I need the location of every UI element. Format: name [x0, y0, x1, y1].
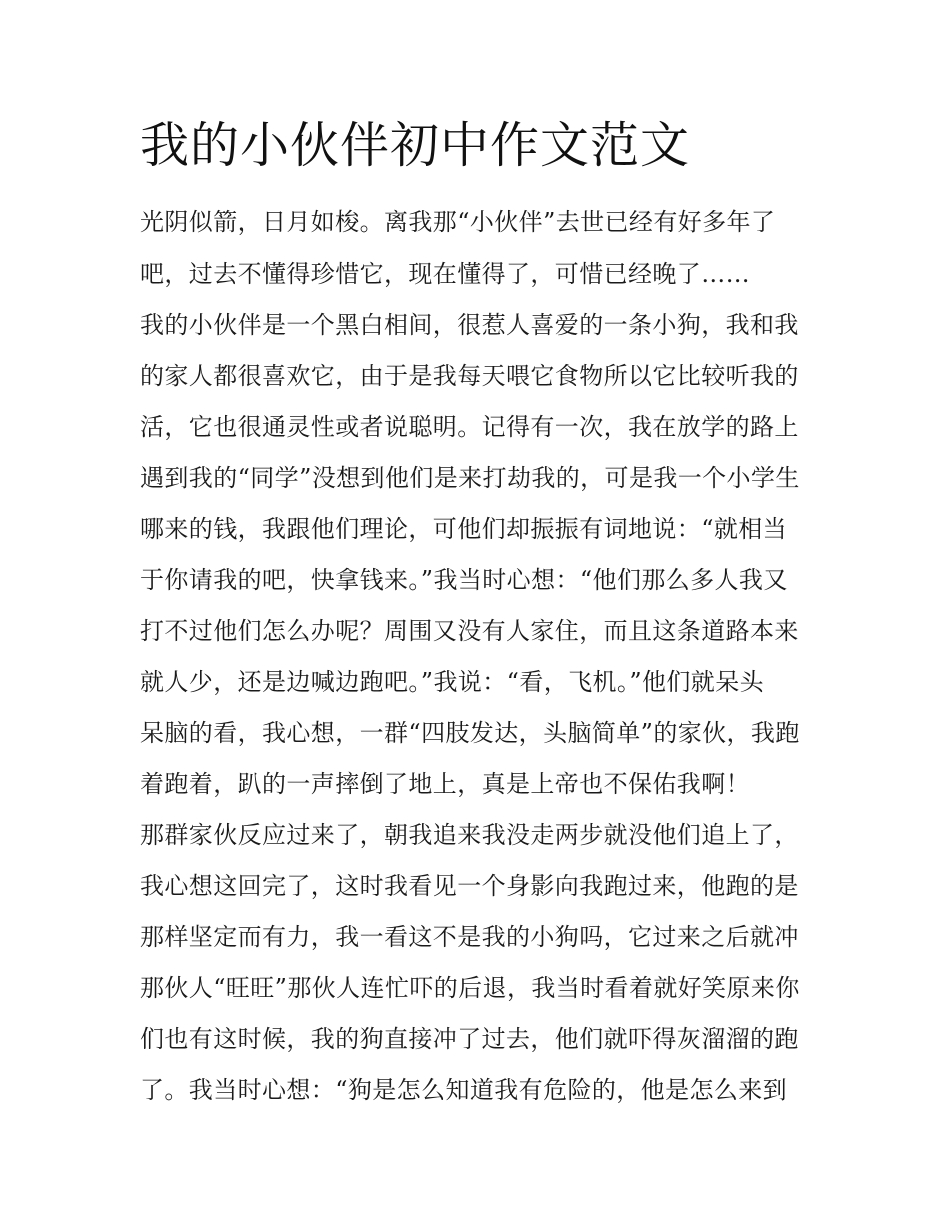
- body-line-2: 吧，过去不懂得珍惜它，现在懂得了，可惜已经晚了……: [140, 260, 750, 288]
- body-line-12: 着跑着，趴的一声摔倒了地上，真是上帝也不保佑我啊！: [140, 770, 750, 798]
- body-line-13: 那群家伙反应过来了，朝我追来我没走两步就没他们追上了，: [140, 821, 799, 849]
- body-line-7: 哪来的钱，我跟他们理论，可他们却振振有词地说：“就相当: [140, 515, 788, 543]
- body-line-6: 遇到我的“同学”没想到他们是来打劫我的，可是我一个小学生: [140, 464, 800, 492]
- body-line-15: 那样坚定而有力，我一看这不是我的小狗吗，它过来之后就冲: [140, 923, 799, 951]
- body-line-10: 就人少，还是边喊边跑吧。”我说：“看，飞机。”他们就呆头: [140, 668, 765, 696]
- body-line-3: 我的小伙伴是一个黑白相间，很惹人喜爱的一条小狗，我和我: [140, 311, 799, 339]
- body-line-4: 的家人都很喜欢它，由于是我每天喂它食物所以它比较听我的: [140, 362, 799, 390]
- body-line-17: 们也有这时候，我的狗直接冲了过去，他们就吓得灰溜溜的跑: [140, 1025, 799, 1053]
- body-line-11: 呆脑的看，我心想，一群“四肢发达，头脑简单”的家伙，我跑: [140, 719, 800, 747]
- body-line-1: 光阴似箭，日月如梭。离我那“小伙伴”去世已经有好多年了: [140, 208, 776, 236]
- body-line-14: 我心想这回完了，这时我看见一个身影向我跑过来，他跑的是: [140, 872, 799, 900]
- body-line-8: 于你请我的吧，快拿钱来。”我当时心想：“他们那么多人我又: [140, 566, 788, 594]
- body-line-9: 打不过他们怎么办呢？周围又没有人家住，而且这条道路本来: [140, 617, 799, 645]
- body-line-16: 那伙人“旺旺”那伙人连忙吓的后退，我当时看着就好笑原来你: [140, 974, 800, 1002]
- body-line-5: 活，它也很通灵性或者说聪明。记得有一次，我在放学的路上: [140, 413, 799, 441]
- body-line-18: 了。我当时心想：“狗是怎么知道我有危险的，他是怎么来到: [140, 1076, 788, 1104]
- page-title: 我的小伙伴初中作文范文: [140, 117, 691, 174]
